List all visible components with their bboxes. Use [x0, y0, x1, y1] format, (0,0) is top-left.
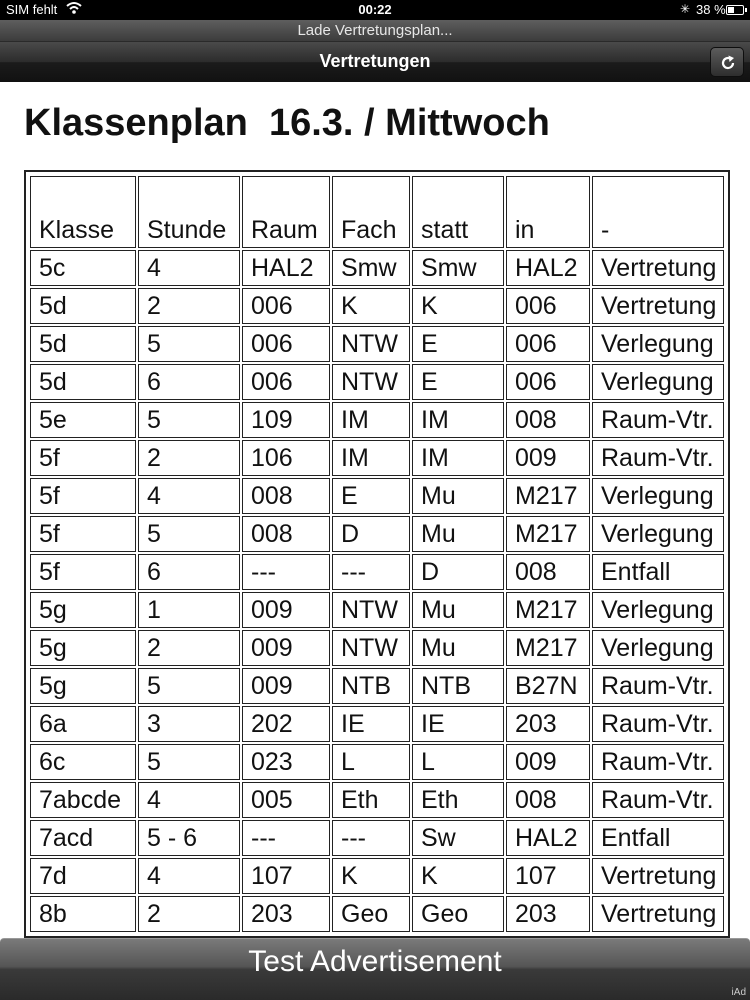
cell-stunde: 1 [138, 592, 240, 628]
schedule-table [28, 174, 726, 934]
cell-fach: NTW [332, 630, 410, 666]
cell-fach: E [332, 478, 410, 514]
cell-stunde: 6 [138, 364, 240, 400]
battery-percent: 38 % [696, 2, 726, 17]
col-header-art: - [592, 176, 724, 248]
col-header-klasse: Klasse [30, 176, 136, 248]
cell-in: 008 [506, 554, 590, 590]
content-area[interactable] [0, 82, 750, 938]
col-header-fach: Fach [332, 176, 410, 248]
table-row [30, 630, 724, 666]
cell-fach: Geo [332, 896, 410, 932]
table-row [30, 782, 724, 818]
carrier-label: SIM fehlt [6, 2, 58, 17]
cell-stunde: 5 - 6 [138, 820, 240, 856]
cell-klasse: 8b [30, 896, 136, 932]
table-row [30, 706, 724, 742]
cell-stunde: 4 [138, 858, 240, 894]
table-row [30, 516, 724, 552]
ad-label: Test Advertisement [248, 945, 502, 978]
col-header-statt: statt [412, 176, 504, 248]
refresh-button[interactable] [710, 47, 744, 77]
cell-raum: 006 [242, 364, 330, 400]
cell-raum: 006 [242, 288, 330, 324]
cell-raum: HAL2 [242, 250, 330, 286]
cell-in: 006 [506, 326, 590, 362]
cell-fach: IM [332, 440, 410, 476]
cell-stunde: 5 [138, 744, 240, 780]
cell-stunde: 2 [138, 288, 240, 324]
cell-klasse: 5f [30, 440, 136, 476]
cell-stunde: 2 [138, 896, 240, 932]
table-row [30, 744, 724, 780]
table-body [30, 250, 724, 932]
col-header-in: in [506, 176, 590, 248]
table-row [30, 402, 724, 438]
iad-badge: iAd [731, 987, 746, 998]
cell-statt: Geo [412, 896, 504, 932]
cell-raum: 006 [242, 326, 330, 362]
cell-statt: K [412, 858, 504, 894]
cell-fach: IE [332, 706, 410, 742]
cell-raum: 203 [242, 896, 330, 932]
cell-fach: IM [332, 402, 410, 438]
cell-stunde: 4 [138, 478, 240, 514]
cell-stunde: 5 [138, 516, 240, 552]
cell-klasse: 7abcde [30, 782, 136, 818]
cell-fach: Smw [332, 250, 410, 286]
cell-klasse: 5e [30, 402, 136, 438]
cell-raum: 107 [242, 858, 330, 894]
cell-raum: 202 [242, 706, 330, 742]
cell-statt: IM [412, 440, 504, 476]
cell-statt: E [412, 364, 504, 400]
cell-raum: --- [242, 554, 330, 590]
cell-art: Entfall [592, 820, 724, 856]
table-row [30, 364, 724, 400]
cell-art: Raum-Vtr. [592, 744, 724, 780]
cell-stunde: 4 [138, 782, 240, 818]
cell-klasse: 5d [30, 288, 136, 324]
table-row [30, 592, 724, 628]
cell-klasse: 5g [30, 630, 136, 666]
table-row [30, 896, 724, 932]
cell-in: 006 [506, 288, 590, 324]
cell-fach: NTB [332, 668, 410, 704]
cell-art: Verlegung [592, 364, 724, 400]
bluetooth-icon: ✳ [680, 2, 691, 16]
cell-klasse: 6c [30, 744, 136, 780]
loading-banner: Lade Vertretungsplan... [0, 20, 750, 42]
cell-raum: 009 [242, 668, 330, 704]
table-row [30, 668, 724, 704]
cell-stunde: 5 [138, 326, 240, 362]
battery-icon [726, 5, 744, 15]
table-row [30, 554, 724, 590]
cell-art: Vertretung [592, 288, 724, 324]
table-row [30, 440, 724, 476]
clock: 00:22 [358, 2, 392, 17]
cell-statt: Mu [412, 630, 504, 666]
cell-klasse: 7d [30, 858, 136, 894]
cell-raum: 106 [242, 440, 330, 476]
cell-raum: 023 [242, 744, 330, 780]
cell-stunde: 2 [138, 630, 240, 666]
cell-in: 006 [506, 364, 590, 400]
table-row [30, 250, 724, 286]
cell-stunde: 5 [138, 402, 240, 438]
cell-klasse: 5f [30, 554, 136, 590]
cell-art: Vertretung [592, 250, 724, 286]
cell-in: HAL2 [506, 820, 590, 856]
cell-art: Raum-Vtr. [592, 668, 724, 704]
cell-fach: --- [332, 554, 410, 590]
cell-art: Vertretung [592, 896, 724, 932]
cell-art: Raum-Vtr. [592, 440, 724, 476]
cell-klasse: 7acd [30, 820, 136, 856]
cell-art: Entfall [592, 554, 724, 590]
cell-fach: K [332, 858, 410, 894]
cell-raum: 008 [242, 478, 330, 514]
cell-raum: 005 [242, 782, 330, 818]
cell-raum: 009 [242, 592, 330, 628]
col-header-raum: Raum [242, 176, 330, 248]
cell-fach: Eth [332, 782, 410, 818]
cell-art: Verlegung [592, 592, 724, 628]
cell-statt: Mu [412, 592, 504, 628]
cell-statt: IE [412, 706, 504, 742]
table-row [30, 858, 724, 894]
cell-klasse: 6a [30, 706, 136, 742]
cell-klasse: 5f [30, 516, 136, 552]
cell-in: 008 [506, 782, 590, 818]
nav-title: Vertretungen [319, 51, 431, 71]
cell-statt: IM [412, 402, 504, 438]
cell-fach: D [332, 516, 410, 552]
cell-raum: 009 [242, 630, 330, 666]
cell-in: M217 [506, 630, 590, 666]
cell-in: 008 [506, 402, 590, 438]
ad-banner[interactable] [0, 938, 750, 1000]
cell-in: 203 [506, 896, 590, 932]
cell-statt: NTB [412, 668, 504, 704]
cell-statt: L [412, 744, 504, 780]
cell-statt: E [412, 326, 504, 362]
table-row [30, 288, 724, 324]
navigation-bar [0, 42, 750, 82]
cell-fach: NTW [332, 592, 410, 628]
cell-in: M217 [506, 516, 590, 552]
cell-art: Raum-Vtr. [592, 782, 724, 818]
cell-fach: NTW [332, 326, 410, 362]
cell-in: 203 [506, 706, 590, 742]
cell-fach: NTW [332, 364, 410, 400]
cell-klasse: 5d [30, 326, 136, 362]
cell-art: Verlegung [592, 630, 724, 666]
page-title: Klassenplan 16.3. / Mittwoch [24, 102, 550, 144]
cell-art: Verlegung [592, 516, 724, 552]
cell-statt: D [412, 554, 504, 590]
cell-stunde: 4 [138, 250, 240, 286]
table-header-row [30, 176, 724, 248]
cell-art: Vertretung [592, 858, 724, 894]
cell-in: 009 [506, 440, 590, 476]
cell-in: M217 [506, 592, 590, 628]
cell-stunde: 6 [138, 554, 240, 590]
table-row [30, 478, 724, 514]
cell-art: Raum-Vtr. [592, 402, 724, 438]
cell-fach: L [332, 744, 410, 780]
cell-klasse: 5d [30, 364, 136, 400]
status-bar [0, 0, 750, 20]
cell-klasse: 5g [30, 592, 136, 628]
cell-raum: 109 [242, 402, 330, 438]
schedule-table-frame [24, 170, 730, 938]
cell-stunde: 2 [138, 440, 240, 476]
table-row [30, 326, 724, 362]
cell-statt: K [412, 288, 504, 324]
cell-art: Verlegung [592, 478, 724, 514]
cell-statt: Mu [412, 516, 504, 552]
cell-klasse: 5c [30, 250, 136, 286]
cell-raum: --- [242, 820, 330, 856]
battery-fill [728, 7, 734, 13]
cell-stunde: 5 [138, 668, 240, 704]
col-header-stunde: Stunde [138, 176, 240, 248]
refresh-icon [719, 54, 737, 72]
cell-fach: --- [332, 820, 410, 856]
cell-raum: 008 [242, 516, 330, 552]
cell-statt: Smw [412, 250, 504, 286]
cell-in: 107 [506, 858, 590, 894]
cell-in: M217 [506, 478, 590, 514]
cell-statt: Mu [412, 478, 504, 514]
cell-in: HAL2 [506, 250, 590, 286]
cell-in: 009 [506, 744, 590, 780]
cell-art: Raum-Vtr. [592, 706, 724, 742]
cell-klasse: 5g [30, 668, 136, 704]
cell-art: Verlegung [592, 326, 724, 362]
cell-in: B27N [506, 668, 590, 704]
table-row [30, 820, 724, 856]
cell-fach: K [332, 288, 410, 324]
cell-statt: Sw [412, 820, 504, 856]
cell-klasse: 5f [30, 478, 136, 514]
cell-statt: Eth [412, 782, 504, 818]
cell-stunde: 3 [138, 706, 240, 742]
